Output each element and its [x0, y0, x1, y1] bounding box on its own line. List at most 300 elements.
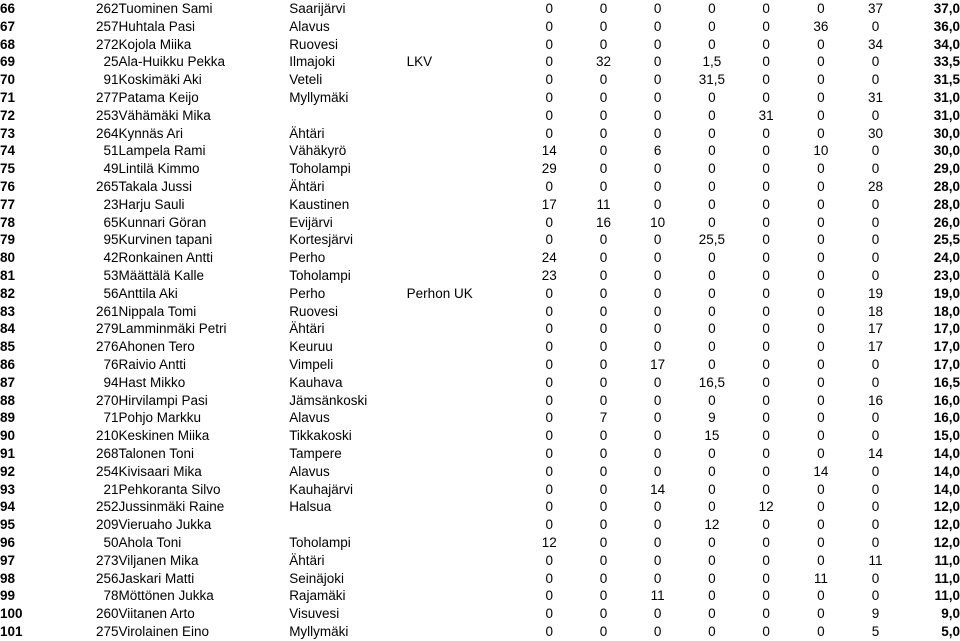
- score-2-cell: 0: [599, 428, 608, 444]
- score-7-cell: 31: [868, 89, 884, 105]
- hometown-cell: Myllymäki: [289, 89, 349, 105]
- score-5-cell: 0: [762, 606, 770, 622]
- total-cell: 14,0: [933, 463, 960, 479]
- competitor-name-cell: Harju Sauli: [118, 196, 185, 212]
- score-3-cell: 0: [653, 1, 662, 16]
- club-cell: [407, 534, 522, 552]
- club-cell: [407, 36, 522, 54]
- club-cell: Perhon UK: [406, 285, 473, 301]
- total-cell: 25,5: [933, 232, 960, 248]
- score-2-cell: 0: [599, 107, 608, 123]
- score-3-cell: 0: [653, 623, 662, 639]
- score-3-cell: 0: [653, 54, 662, 70]
- score-2-cell: 0: [599, 623, 608, 639]
- bib-number-cell: 272: [95, 36, 119, 52]
- score-4-cell: 0: [708, 1, 716, 16]
- hometown-cell: Veteli: [289, 72, 323, 88]
- bib-number-cell: 277: [95, 89, 119, 105]
- score-1-cell: 0: [545, 517, 553, 533]
- score-3-cell: 0: [653, 339, 662, 355]
- score-1-cell: 23: [541, 267, 557, 283]
- score-4-cell: 0: [708, 107, 716, 123]
- score-7-cell: 0: [871, 72, 880, 88]
- total-cell: 11,0: [934, 570, 960, 586]
- table-row: [0, 427, 960, 445]
- table-row: [0, 160, 960, 178]
- bib-number-cell: 71: [103, 410, 119, 426]
- score-2-cell: 0: [599, 552, 608, 568]
- table-row: [0, 107, 960, 125]
- club-cell: [407, 587, 522, 605]
- total-cell: 12,0: [933, 499, 960, 515]
- score-2-cell: 0: [599, 499, 608, 515]
- score-1-cell: 0: [545, 339, 553, 355]
- hometown-cell: Saarijärvi: [289, 1, 346, 16]
- competitor-name-cell: Jaskari Matti: [118, 570, 195, 586]
- rank-cell: 83: [0, 303, 16, 319]
- score-3-cell: 0: [653, 552, 662, 568]
- total-cell: 5,0: [941, 623, 960, 639]
- score-7-cell: 0: [871, 18, 880, 34]
- competitor-name-cell: Ahonen Tero: [118, 339, 195, 355]
- score-6-cell: 0: [817, 392, 825, 408]
- score-2-cell: 16: [595, 214, 611, 230]
- total-cell: 30,0: [933, 143, 960, 159]
- hometown-cell: Ähtäri: [289, 125, 325, 141]
- score-1-cell: 17: [541, 196, 557, 212]
- score-7-cell: 0: [871, 499, 880, 515]
- competitor-name-cell: Anttila Aki: [118, 285, 178, 301]
- rank-cell: 100: [0, 606, 23, 622]
- rank-cell: 79: [0, 232, 16, 248]
- competitor-name-cell: Pohjo Markku: [118, 410, 202, 426]
- competitor-name-cell: Kunnari Göran: [118, 214, 207, 230]
- rank-cell: 82: [0, 285, 16, 301]
- score-6-cell: 0: [817, 161, 825, 177]
- score-7-cell: 0: [871, 54, 880, 70]
- hometown-cell: Tampere: [289, 445, 342, 461]
- club-cell: [407, 445, 522, 463]
- bib-number-cell: 78: [103, 588, 119, 604]
- score-6-cell: 0: [817, 1, 825, 16]
- score-5-cell: 0: [762, 428, 770, 444]
- score-6-cell: 0: [817, 250, 825, 266]
- score-1-cell: 0: [545, 321, 553, 337]
- score-3-cell: 6: [653, 143, 662, 159]
- score-4-cell: 31,5: [698, 72, 726, 88]
- total-cell: 30,0: [933, 125, 960, 141]
- rank-cell: 74: [0, 143, 16, 159]
- club-cell: [407, 196, 522, 214]
- table-row: [0, 481, 960, 499]
- score-1-cell: 14: [541, 143, 557, 159]
- score-3-cell: 0: [653, 321, 662, 337]
- club-cell: [407, 338, 522, 356]
- rank-cell: 69: [0, 54, 16, 70]
- score-7-cell: 0: [871, 410, 880, 426]
- rank-cell: 68: [0, 36, 16, 52]
- table-row: [0, 71, 960, 89]
- score-6-cell: 14: [813, 463, 829, 479]
- score-4-cell: 16,5: [698, 374, 726, 390]
- score-1-cell: 29: [541, 161, 557, 177]
- table-row: [0, 89, 960, 107]
- table-row: [0, 18, 960, 36]
- score-3-cell: 0: [653, 374, 662, 390]
- hometown-cell: Toholampi: [289, 161, 351, 177]
- score-3-cell: 0: [653, 18, 662, 34]
- club-cell: [407, 89, 522, 107]
- score-2-cell: 0: [599, 570, 608, 586]
- score-5-cell: 0: [762, 392, 770, 408]
- score-6-cell: 0: [817, 285, 825, 301]
- score-3-cell: 0: [653, 232, 662, 248]
- score-4-cell: 0: [708, 481, 716, 497]
- total-cell: 24,0: [933, 250, 960, 266]
- score-1-cell: 0: [545, 570, 553, 586]
- total-cell: 11,0: [934, 588, 960, 604]
- score-3-cell: 10: [650, 214, 666, 230]
- hometown-cell: Perho: [289, 285, 326, 301]
- rank-cell: 93: [0, 481, 16, 497]
- score-6-cell: 0: [817, 481, 825, 497]
- table-row: [0, 142, 960, 160]
- bib-number-cell: 209: [95, 517, 119, 533]
- score-6-cell: 0: [817, 36, 825, 52]
- hometown-cell: Halsua: [289, 499, 332, 515]
- score-4-cell: 0: [708, 161, 716, 177]
- rank-cell: 75: [0, 161, 16, 177]
- score-1-cell: 0: [545, 588, 553, 604]
- score-7-cell: 14: [868, 445, 884, 461]
- competitor-name-cell: Ala-Huikku Pekka: [118, 54, 226, 70]
- rank-cell: 71: [0, 89, 16, 105]
- score-4-cell: 0: [708, 303, 716, 319]
- score-1-cell: 24: [541, 250, 557, 266]
- score-2-cell: 0: [599, 267, 608, 283]
- score-2-cell: 11: [596, 196, 611, 212]
- hometown-cell: Rajamäki: [289, 588, 346, 604]
- score-7-cell: 0: [871, 428, 880, 444]
- score-7-cell: 0: [871, 267, 880, 283]
- score-5-cell: 0: [762, 196, 770, 212]
- score-2-cell: 0: [599, 392, 608, 408]
- score-3-cell: 0: [653, 303, 662, 319]
- score-6-cell: 0: [817, 534, 825, 550]
- score-2-cell: 0: [599, 534, 608, 550]
- score-2-cell: 0: [599, 1, 608, 16]
- club-cell: [407, 356, 522, 374]
- score-7-cell: 0: [871, 232, 880, 248]
- table-row: [0, 409, 960, 427]
- bib-number-cell: 275: [95, 623, 119, 639]
- score-4-cell: 0: [708, 534, 716, 550]
- bib-number-cell: 253: [95, 107, 119, 123]
- bib-number-cell: 262: [95, 1, 119, 16]
- competitor-name-cell: Takala Jussi: [118, 178, 193, 194]
- bib-number-cell: 50: [103, 534, 119, 550]
- score-6-cell: 0: [817, 356, 825, 372]
- hometown-cell: Ruovesi: [289, 36, 338, 52]
- bib-number-cell: 95: [103, 232, 119, 248]
- hometown-cell: Ähtäri: [289, 321, 325, 337]
- score-4-cell: 0: [708, 89, 716, 105]
- score-1-cell: 0: [545, 552, 553, 568]
- score-6-cell: 0: [817, 445, 825, 461]
- score-3-cell: 0: [653, 178, 662, 194]
- score-3-cell: 0: [653, 196, 662, 212]
- score-5-cell: 0: [762, 285, 770, 301]
- score-5-cell: 12: [758, 499, 774, 515]
- club-cell: [407, 409, 522, 427]
- hometown-cell: Ähtäri: [289, 552, 325, 568]
- score-3-cell: 0: [653, 267, 662, 283]
- score-3-cell: 0: [653, 125, 662, 141]
- score-3-cell: 0: [653, 445, 662, 461]
- club-cell: [407, 142, 522, 160]
- score-1-cell: 0: [545, 356, 553, 372]
- score-6-cell: 0: [817, 196, 825, 212]
- score-1-cell: 0: [545, 285, 553, 301]
- competitor-name-cell: Kynnäs Ari: [118, 125, 184, 141]
- score-6-cell: 0: [817, 499, 825, 515]
- club-cell: [407, 481, 522, 499]
- score-4-cell: 0: [708, 36, 716, 52]
- competitor-name-cell: Virolainen Eino: [118, 623, 210, 639]
- score-4-cell: 15: [704, 428, 720, 444]
- competitor-name-cell: Hirvilampi Pasi: [118, 392, 208, 408]
- rank-cell: 88: [0, 392, 16, 408]
- score-7-cell: 9: [871, 606, 880, 622]
- total-cell: 33,5: [933, 54, 960, 70]
- total-cell: 12,0: [933, 517, 960, 533]
- total-cell: 17,0: [933, 321, 960, 337]
- score-1-cell: 0: [545, 214, 553, 230]
- score-4-cell: 0: [708, 552, 716, 568]
- total-cell: 31,5: [933, 72, 960, 88]
- score-5-cell: 0: [762, 267, 770, 283]
- score-2-cell: 0: [599, 356, 608, 372]
- total-cell: 28,0: [933, 196, 960, 212]
- rank-cell: 84: [0, 321, 16, 337]
- competitor-name-cell: Huhtala Pasi: [118, 18, 196, 34]
- score-5-cell: 0: [762, 374, 770, 390]
- hometown-cell: Kaustinen: [289, 196, 350, 212]
- score-7-cell: 0: [871, 374, 880, 390]
- bib-number-cell: 261: [95, 303, 119, 319]
- rank-cell: 87: [0, 374, 16, 390]
- table-row: [0, 0, 960, 18]
- score-3-cell: 0: [653, 534, 662, 550]
- hometown-cell: Ähtäri: [289, 178, 325, 194]
- club-cell: [407, 107, 522, 125]
- score-2-cell: 0: [599, 374, 608, 390]
- score-3-cell: 0: [653, 463, 662, 479]
- table-row: [0, 570, 960, 588]
- bib-number-cell: 21: [103, 481, 119, 497]
- score-5-cell: 0: [762, 570, 770, 586]
- score-4-cell: 0: [708, 285, 716, 301]
- total-cell: 37,0: [933, 1, 960, 16]
- score-7-cell: 0: [871, 143, 880, 159]
- score-1-cell: 0: [545, 89, 553, 105]
- score-5-cell: 0: [762, 445, 770, 461]
- competitor-name-cell: Pehkoranta Silvo: [118, 481, 221, 497]
- score-7-cell: 0: [871, 517, 880, 533]
- score-5-cell: 0: [762, 36, 770, 52]
- score-4-cell: 0: [708, 125, 716, 141]
- score-3-cell: 0: [653, 72, 662, 88]
- club-cell: [407, 516, 522, 534]
- hometown-cell: Ilmajoki: [289, 54, 335, 70]
- score-1-cell: 0: [545, 623, 553, 639]
- score-7-cell: 34: [868, 36, 884, 52]
- rank-cell: 96: [0, 534, 16, 550]
- score-4-cell: 0: [708, 214, 716, 230]
- score-7-cell: 17: [868, 321, 884, 337]
- competitor-name-cell: Viitanen Arto: [118, 606, 195, 622]
- competitor-name-cell: Keskinen Miika: [118, 428, 210, 444]
- bib-number-cell: 210: [95, 428, 119, 444]
- score-2-cell: 0: [599, 89, 608, 105]
- rank-cell: 95: [0, 517, 16, 533]
- score-6-cell: 0: [817, 588, 825, 604]
- club-cell: [407, 303, 522, 321]
- score-4-cell: 0: [708, 570, 716, 586]
- table-row: [0, 303, 960, 321]
- total-cell: 14,0: [933, 481, 960, 497]
- club-cell: [407, 125, 522, 143]
- hometown-cell: [289, 516, 406, 534]
- hometown-cell: Jämsänkoski: [289, 392, 368, 408]
- score-3-cell: 0: [653, 285, 662, 301]
- score-2-cell: 0: [599, 18, 608, 34]
- score-6-cell: 10: [813, 143, 829, 159]
- score-1-cell: 0: [545, 125, 553, 141]
- score-5-cell: 0: [762, 588, 770, 604]
- score-7-cell: 0: [871, 250, 880, 266]
- club-cell: [407, 498, 522, 516]
- score-1-cell: 0: [545, 392, 553, 408]
- score-1-cell: 0: [545, 481, 553, 497]
- score-5-cell: 0: [762, 89, 770, 105]
- score-1-cell: 0: [545, 374, 553, 390]
- score-2-cell: 0: [599, 445, 608, 461]
- table-row: [0, 516, 960, 534]
- competitor-name-cell: Määttälä Kalle: [118, 267, 205, 283]
- score-4-cell: 0: [708, 623, 716, 639]
- total-cell: 17,0: [933, 356, 960, 372]
- competitor-name-cell: Koskimäki Aki: [118, 72, 202, 88]
- score-5-cell: 0: [762, 303, 770, 319]
- rank-cell: 73: [0, 125, 16, 141]
- club-cell: [407, 623, 522, 641]
- score-6-cell: 0: [817, 606, 825, 622]
- score-2-cell: 0: [599, 588, 608, 604]
- total-cell: 17,0: [933, 339, 960, 355]
- bib-number-cell: 91: [103, 72, 119, 88]
- score-5-cell: 0: [762, 552, 770, 568]
- score-2-cell: 0: [599, 250, 608, 266]
- score-7-cell: 0: [871, 161, 880, 177]
- score-7-cell: 0: [871, 463, 880, 479]
- total-cell: 16,0: [933, 392, 960, 408]
- score-1-cell: 12: [541, 534, 557, 550]
- bib-number-cell: 42: [103, 250, 119, 266]
- score-3-cell: 0: [653, 36, 662, 52]
- rank-cell: 94: [0, 499, 16, 515]
- score-7-cell: 5: [871, 623, 880, 639]
- score-7-cell: 17: [868, 339, 884, 355]
- total-cell: 11,0: [934, 552, 960, 568]
- score-2-cell: 7: [599, 410, 608, 426]
- table-row: [0, 605, 960, 623]
- club-cell: [407, 231, 522, 249]
- total-cell: 12,0: [933, 534, 960, 550]
- score-5-cell: 0: [762, 250, 770, 266]
- score-3-cell: 0: [653, 392, 662, 408]
- rank-cell: 66: [0, 1, 16, 16]
- rank-cell: 89: [0, 410, 16, 426]
- score-2-cell: 0: [599, 285, 608, 301]
- hometown-cell: [289, 107, 406, 125]
- score-4-cell: 1,5: [702, 54, 722, 70]
- competitor-name-cell: Ahola Toni: [118, 534, 182, 550]
- score-5-cell: 0: [762, 143, 770, 159]
- bib-number-cell: 53: [103, 267, 119, 283]
- total-cell: 9,0: [941, 606, 960, 622]
- bib-number-cell: 273: [95, 552, 119, 568]
- hometown-cell: Vähäkyrö: [289, 143, 347, 159]
- score-1-cell: 0: [545, 1, 553, 16]
- rank-cell: 98: [0, 570, 16, 586]
- club-cell: [407, 570, 522, 588]
- score-4-cell: 12: [704, 517, 720, 533]
- score-7-cell: 30: [868, 125, 884, 141]
- rank-cell: 76: [0, 178, 16, 194]
- score-6-cell: 36: [813, 18, 829, 34]
- club-cell: [407, 267, 522, 285]
- table-row: [0, 125, 960, 143]
- hometown-cell: Myllymäki: [289, 623, 349, 639]
- table-row: [0, 36, 960, 54]
- score-5-cell: 0: [762, 54, 770, 70]
- score-3-cell: 0: [653, 570, 662, 586]
- rank-cell: 91: [0, 445, 16, 461]
- bib-number-cell: 257: [95, 18, 119, 34]
- total-cell: 36,0: [933, 18, 960, 34]
- competitor-name-cell: Ronkainen Antti: [118, 250, 214, 266]
- score-7-cell: 28: [868, 178, 884, 194]
- rank-cell: 101: [0, 623, 23, 639]
- competitor-name-cell: Lampela Rami: [118, 143, 206, 159]
- bib-number-cell: 256: [95, 570, 119, 586]
- total-cell: 34,0: [933, 36, 960, 52]
- table-row: [0, 338, 960, 356]
- score-5-cell: 0: [762, 232, 770, 248]
- score-3-cell: 0: [653, 499, 662, 515]
- competitor-name-cell: Lintilä Kimmo: [118, 161, 200, 177]
- score-2-cell: 0: [599, 161, 608, 177]
- score-1-cell: 0: [545, 36, 553, 52]
- score-6-cell: 0: [817, 107, 825, 123]
- score-6-cell: 0: [817, 410, 825, 426]
- competitor-name-cell: Talonen Toni: [118, 445, 195, 461]
- score-1-cell: 0: [545, 54, 553, 70]
- score-7-cell: 0: [871, 107, 880, 123]
- rank-cell: 67: [0, 18, 16, 34]
- score-3-cell: 11: [650, 588, 665, 604]
